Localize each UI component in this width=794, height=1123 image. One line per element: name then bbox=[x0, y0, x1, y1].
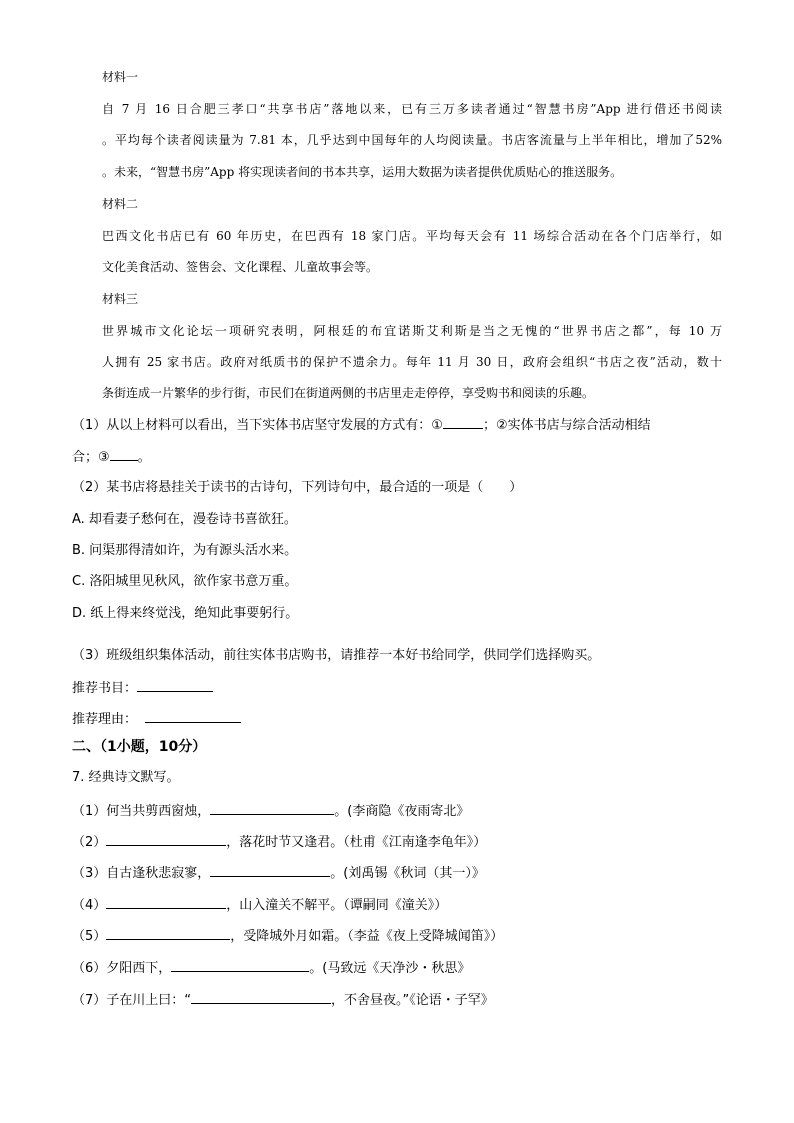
material1-line-3: 。未来，“智慧书房”App 将实现读者间的书本共享，运用大数据为读者提供优质贴心的推送服务。 bbox=[102, 165, 623, 179]
dictation-item-6: （6）夕阳西下， 。(马致远《天净沙・秋思》 bbox=[72, 957, 470, 979]
material2-line-1: 巴西文化书店已有 60 年历史，在巴西有 18 家门店。平均每天会有 11 场综合活动在各个门店举行，如 bbox=[102, 229, 722, 243]
option-b[interactable]: B. 问渠那得清如许，为有源头活水来。 bbox=[72, 543, 298, 558]
dictation-blank-7[interactable] bbox=[191, 989, 331, 1004]
option-c[interactable]: C. 洛阳城里见秋风，欲作家书意万重。 bbox=[72, 574, 298, 589]
question-1-line-1: （1）从以上材料可以看出，当下实体书店坚守发展的方式有：① ；②实体书店与综合活动相结 bbox=[72, 414, 651, 436]
answer-blank-1[interactable] bbox=[443, 414, 483, 429]
material1-heading: 材料一 bbox=[102, 70, 139, 84]
dictation-blank-3[interactable] bbox=[210, 862, 330, 877]
dictation-item-5: （5） ，受降城外月如霜。（李益《夜上受降城闻笛》） bbox=[72, 925, 503, 947]
dictation-blank-2[interactable] bbox=[106, 831, 226, 846]
recommendation-reason-line: 推荐理由： bbox=[72, 708, 241, 730]
dictation-item-2: （2） ，落花时节又逢君。（杜甫《江南逢李龟年》） bbox=[72, 831, 486, 853]
dictation-item-4: （4） ，山入潼关不解平。（谭嗣同《潼关》） bbox=[72, 894, 447, 916]
answer-blank-3[interactable] bbox=[110, 446, 138, 461]
recommended-book-blank[interactable] bbox=[137, 677, 213, 692]
dictation-item-3: （3）自古逢秋悲寂寥， 。(刘禹锡《秋词（其一）》 bbox=[72, 862, 485, 884]
question-2-stem: （2）某书店将悬挂关于读书的古诗句，下列诗句中，最合适的一项是（ ） bbox=[72, 480, 523, 495]
recommendation-reason-blank[interactable] bbox=[145, 708, 241, 723]
dictation-blank-1[interactable] bbox=[210, 800, 334, 815]
section-2-title: 二、（1小题，10分） bbox=[72, 739, 207, 755]
dictation-item-1: （1）何当共剪西窗烛， 。(李商隐《夜雨寄北》 bbox=[72, 800, 469, 822]
option-d[interactable]: D. 纸上得来终觉浅，绝知此事要躬行。 bbox=[72, 606, 299, 621]
material2-heading: 材料二 bbox=[102, 197, 139, 211]
dictation-blank-4[interactable] bbox=[106, 894, 226, 909]
dictation-blank-5[interactable] bbox=[106, 925, 230, 940]
material3-line-1: 世界城市文化论坛一项研究表明，阿根廷的布宜诺斯艾利斯是当之无愧的“世界书店之都”，每 10 万 bbox=[102, 324, 722, 338]
material3-heading: 材料三 bbox=[102, 292, 139, 306]
material1-line-1: 自 7 月 16 日合肥三孝口“共享书店”落地以来，已有三万多读者通过“智慧书房”App 进行借还书阅读 bbox=[102, 102, 722, 116]
question-7-stem: 7. 经典诗文默写。 bbox=[72, 770, 180, 785]
dictation-item-7: （7）子在川上曰：“ ，不舍昼夜。”《论语・子罕》 bbox=[72, 989, 494, 1011]
dictation-blank-6[interactable] bbox=[171, 957, 309, 972]
recommended-book-line: 推荐书目： bbox=[72, 677, 213, 699]
option-a[interactable]: A. 却看妻子愁何在，漫卷诗书喜欲狂。 bbox=[72, 512, 297, 527]
question-3-stem: （3）班级组织集体活动，前往实体书店购书，请推荐一本好书给同学，供同学们选择购买。 bbox=[72, 648, 601, 663]
material3-line-2: 人拥有 25 家书店。政府对纸质书的保护不遗余力。每年 11 月 30 日，政府会组织“书店之夜”活动，数十 bbox=[102, 355, 722, 369]
material3-line-3: 条街连成一片繁华的步行街，市民们在街道两侧的书店里走走停停，享受购书和阅读的乐趣。 bbox=[102, 386, 595, 400]
material1-line-2: 。平均每个读者阅读量为 7.81 本，几乎达到中国每年的人均阅读量。书店客流量与上半年相比，增加了52% bbox=[102, 133, 722, 147]
material2-line-2: 文化美食活动、签售会、文化课程、儿童故事会等。 bbox=[102, 260, 379, 274]
question-1-line-2: 合；③ 。 bbox=[72, 446, 151, 468]
